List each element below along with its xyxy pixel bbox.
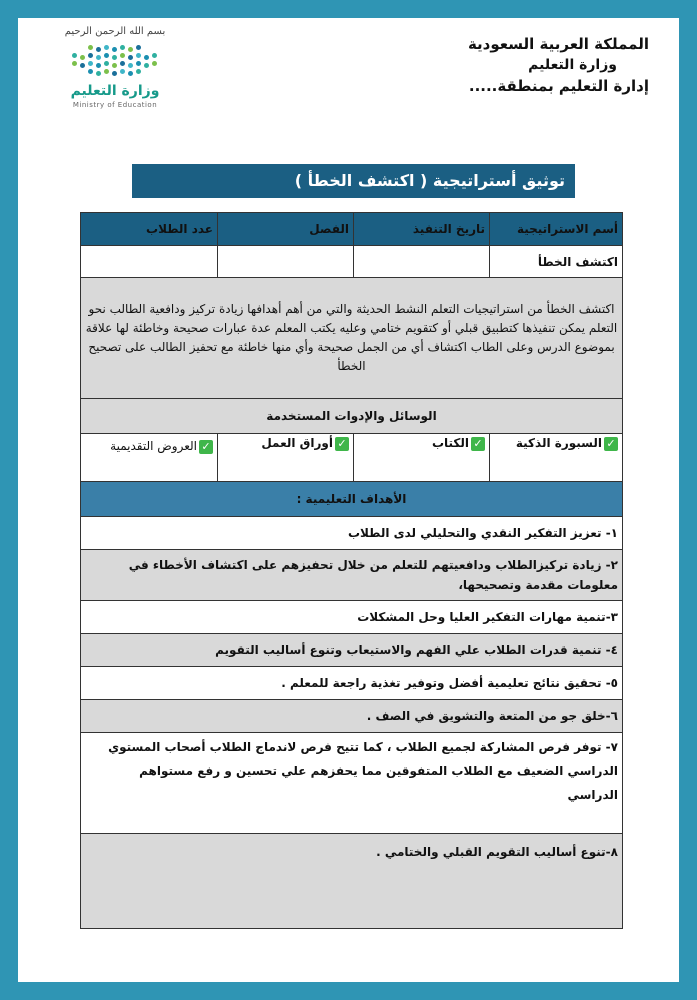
objective-3: ٣-تنمية مهارات التفكير العليا وحل المشكلات (81, 601, 623, 634)
tools-row (81, 434, 623, 482)
logo-dot (144, 55, 149, 60)
objective-4: ٤- تنمية قدرات الطلاب علي الفهم والاستيعاب وتنوع أساليب التقويم (81, 634, 623, 667)
logo-dot (112, 55, 117, 60)
document-header (389, 34, 649, 97)
tool-item: ✓أوراق العمل (218, 434, 354, 482)
tool-item: ✓السبورة الذكية (490, 434, 623, 482)
kingdom-title: المملكة العربية السعودية (467, 35, 649, 53)
class-value[interactable] (218, 246, 354, 278)
logo-dot (104, 53, 109, 58)
logo-dot (80, 55, 85, 60)
logo-dot (120, 53, 125, 58)
logo-dots-icon (70, 45, 160, 77)
objective-row (81, 634, 623, 667)
ministry-logo (60, 26, 170, 146)
header-student-count: عدد الطلاب (81, 213, 218, 246)
objective-6: ٦-خلق جو من المتعة والتشويق في الصف . (81, 700, 623, 733)
basmala-text: بسم الله الرحمن الرحيم (64, 26, 166, 37)
strategy-title: توثيق أستراتيجية ( اكتشف الخطأ ) (294, 171, 565, 190)
logo-dot (128, 63, 133, 68)
logo-dot (88, 69, 93, 74)
objective-row (81, 601, 623, 634)
logo-dot (136, 69, 141, 74)
tools-title-row (81, 399, 623, 434)
logo-dot (152, 61, 157, 66)
logo-dot (112, 63, 117, 68)
strategy-table (80, 212, 623, 929)
logo-dot (104, 45, 109, 50)
ministry-title: وزارة التعليم (528, 57, 617, 73)
strategy-info-row (81, 246, 623, 278)
description-row (81, 278, 623, 399)
objective-row (81, 834, 623, 929)
tool-item: ✓الكتاب (354, 434, 490, 482)
student-count-value[interactable] (81, 246, 218, 278)
logo-dot (72, 61, 77, 66)
logo-name-en: Ministry of Education (72, 101, 158, 109)
logo-dot (80, 63, 85, 68)
strategy-description: اكتشف الخطأ من استراتيجيات التعلم النشط الحديثة والتي من أهم أهدافها زيادة تركيز ودافعية الطالب نحو التعلم يمكن تنفيذها كتطبيق قبلي أو كتقويم ختامي وعليه يكتب المعلم عدة عبارات صحيحة وخاطئة لها علاقة بموضوع الدرس وعلى الطاب اكتشاف أي من الجمل صحيحة وأي منها خاطئة مع تحفيز الطالب على تصحيح الخطأ (81, 278, 623, 399)
logo-dot (120, 61, 125, 66)
logo-dot (88, 45, 93, 50)
execution-date-value[interactable] (354, 246, 490, 278)
logo-dot (136, 45, 141, 50)
objectives-title: الأهداف التعليمية : (81, 482, 623, 517)
header-class: الفصل (218, 213, 354, 246)
strategy-name-value: اكتشف الخطأ (490, 246, 623, 278)
logo-dot (112, 71, 117, 76)
logo-dot (128, 55, 133, 60)
logo-dot (96, 47, 101, 52)
logo-dot (136, 53, 141, 58)
strategy-title-banner (132, 164, 575, 198)
objective-row (81, 667, 623, 700)
logo-dot (112, 47, 117, 52)
objective-row (81, 733, 623, 834)
logo-dot (104, 69, 109, 74)
objective-row (81, 517, 623, 550)
objective-8: ٨-تنوع أساليب التقويم القبلي والختامي . (81, 834, 623, 929)
logo-dot (128, 71, 133, 76)
logo-dot (88, 61, 93, 66)
logo-dot (88, 53, 93, 58)
objective-row (81, 550, 623, 601)
logo-dot (144, 63, 149, 68)
logo-dot (96, 71, 101, 76)
header-strategy-name: أسم الاستراتيجية (490, 213, 623, 246)
table-header-row (81, 213, 623, 246)
logo-dot (152, 53, 157, 58)
check-icon: ✓ (471, 437, 485, 451)
logo-dot (72, 53, 77, 58)
logo-dot (128, 47, 133, 52)
objective-2: ٢- زيادة تركيزالطلاب ودافعيتهم للتعلم من خلال تحفيزهم على اكتشاف الأخطاء في معلومات مقدمة وتصحيحها، (81, 550, 623, 601)
objective-1: ١- تعزيز التفكير النقدي والتحليلي لدى الطلاب (81, 517, 623, 550)
objectives-title-row (81, 482, 623, 517)
logo-dot (120, 45, 125, 50)
tool-item: ✓العروض التقديمية (81, 434, 218, 482)
logo-dot (96, 55, 101, 60)
department-title: إدارة التعليم بمنطقة..... (468, 77, 649, 95)
header-execution-date: تاريخ التنفيذ (354, 213, 490, 246)
check-icon: ✓ (604, 437, 618, 451)
check-icon: ✓ (335, 437, 349, 451)
check-icon: ✓ (199, 440, 213, 454)
logo-dot (136, 61, 141, 66)
tools-title: الوسائل والإدوات المستخدمة (81, 399, 623, 434)
logo-dot (104, 61, 109, 66)
logo-dot (96, 63, 101, 68)
objective-row (81, 700, 623, 733)
objective-5: ٥- تحقيق نتائج تعليمية أفضل وتوفير تغذية راجعة للمعلم . (81, 667, 623, 700)
logo-name-ar: وزارة التعليم (70, 83, 160, 99)
objective-7: ٧- توفر فرص المشاركة لجميع الطلاب ، كما تتيح فرص لاندماج الطلاب أصحاب المستوي الدراسي الضعيف مع الطلاب المتفوقين مما يحفزهم علي تحسين و رفع مستواهم الدراسي (81, 733, 623, 834)
logo-dot (120, 69, 125, 74)
